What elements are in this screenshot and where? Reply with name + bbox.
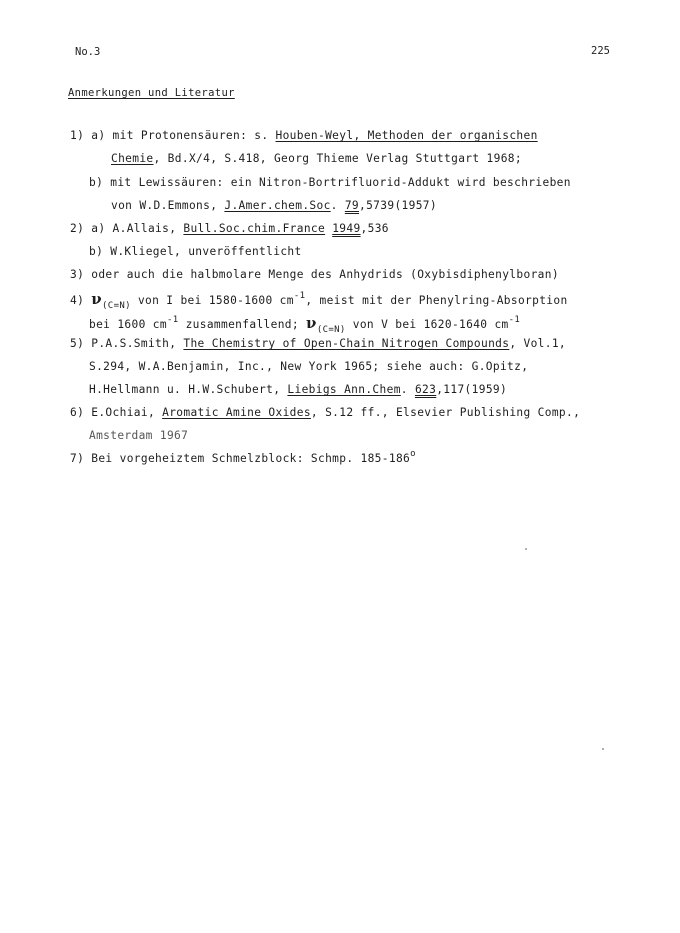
reference-title: The Chemistry of Open-Chain Nitrogen Compounds: [183, 337, 510, 350]
note-sub-label: b): [89, 176, 104, 189]
note-sub-label: a): [91, 222, 106, 235]
note-text: bei 1600 cm: [89, 318, 167, 331]
subscript: (C=N): [316, 325, 346, 335]
note-text: ,536: [360, 222, 389, 235]
note-3-line-1: [70, 268, 559, 281]
note-number: 7): [70, 452, 85, 465]
note-4-line-1: [70, 290, 568, 311]
note-text: , Bd.X/4, S.418, Georg Thieme Verlag Stuttgart 1968;: [153, 152, 522, 165]
journal-name: Bull.Soc.chim.France: [183, 222, 326, 235]
note-4-line-2: [89, 314, 521, 335]
note-text: , S.12 ff., Elsevier Publishing Comp.,: [310, 406, 581, 419]
volume-number: 79: [344, 199, 360, 212]
reference-title: Aromatic Amine Oxides: [162, 406, 311, 419]
volume-number: 1949: [332, 222, 361, 235]
volume-number: 623: [414, 383, 437, 396]
note-text: Bei vorgeheiztem Schmelzblock: Schmp. 185-186: [91, 452, 411, 465]
note-5-line-1: [70, 337, 566, 350]
note-text: zusammenfallend;: [178, 318, 307, 331]
note-text: W.Kliegel, unveröffentlicht: [110, 245, 302, 258]
note-1-line-3: [89, 176, 571, 189]
note-number: 3): [70, 268, 85, 281]
note-5-line-3: [89, 383, 507, 396]
note-text: ,5739(1957): [359, 199, 437, 212]
note-text: .: [330, 199, 345, 212]
note-1-line-1: [70, 129, 538, 142]
note-sub-label: a): [91, 129, 106, 142]
note-2-line-1: [70, 222, 389, 235]
note-text: von W.D.Emmons,: [111, 199, 225, 212]
note-text: , Vol.1,: [509, 337, 567, 350]
superscript: -1: [508, 315, 521, 325]
superscript: -1: [293, 291, 306, 301]
note-text: von V bei 1620-1640 cm: [345, 318, 509, 331]
note-text: oder auch die halbmolare Menge des Anhydrids (Oxybisdiphenylboran): [91, 268, 559, 281]
note-text: E.Ochiai,: [91, 406, 163, 419]
journal-name: J.Amer.chem.Soc: [224, 199, 331, 212]
note-number: 6): [70, 406, 85, 419]
note-text: von I bei 1580-1600 cm: [130, 294, 294, 307]
reference-title: Chemie: [111, 152, 154, 165]
page-header-left: No.3: [75, 46, 101, 58]
note-text: ,117(1959): [436, 383, 508, 396]
scan-speck: [525, 548, 527, 550]
reference-title: Houben-Weyl, Methoden der organischen: [275, 129, 538, 142]
subscript: (C=N): [102, 301, 131, 311]
note-text: Amsterdam 1967: [89, 429, 189, 442]
section-title: Anmerkungen und Literatur: [68, 87, 235, 99]
nu-symbol: ν: [306, 314, 317, 332]
note-text: H.Hellmann u. H.W.Schubert,: [89, 383, 288, 396]
note-text: , meist mit der Phenylring-Absorption: [305, 294, 568, 307]
note-6-line-2: [89, 429, 188, 442]
note-text: P.A.S.Smith,: [91, 337, 184, 350]
note-text: A.Allais,: [112, 222, 184, 235]
note-1-line-2: [111, 152, 522, 165]
superscript: -1: [166, 315, 179, 325]
note-number: 4): [70, 294, 85, 307]
note-text: mit Lewissäuren: ein Nitron-Bortrifluorid-Addukt wird beschrieben: [110, 176, 571, 189]
note-6-line-1: [70, 406, 580, 419]
note-5-line-2: [89, 360, 528, 373]
note-1-line-4: [111, 199, 437, 212]
note-number: 2): [70, 222, 85, 235]
note-sub-label: b): [89, 245, 104, 258]
journal-name: Liebigs Ann.Chem: [287, 383, 401, 396]
note-text: S.294, W.A.Benjamin, Inc., New York 1965; siehe auch: G.Opitz,: [89, 360, 529, 373]
note-7-line-1: [70, 449, 416, 465]
page-number: 225: [591, 45, 610, 57]
nu-symbol: ν: [91, 290, 103, 308]
note-text: mit Protonensäuren: s.: [112, 129, 276, 142]
scan-speck: [602, 748, 604, 750]
note-number: 1): [70, 129, 85, 142]
note-number: 5): [70, 337, 85, 350]
note-2-line-2: [89, 245, 302, 258]
superscript: o: [410, 449, 416, 459]
note-text: .: [400, 383, 415, 396]
